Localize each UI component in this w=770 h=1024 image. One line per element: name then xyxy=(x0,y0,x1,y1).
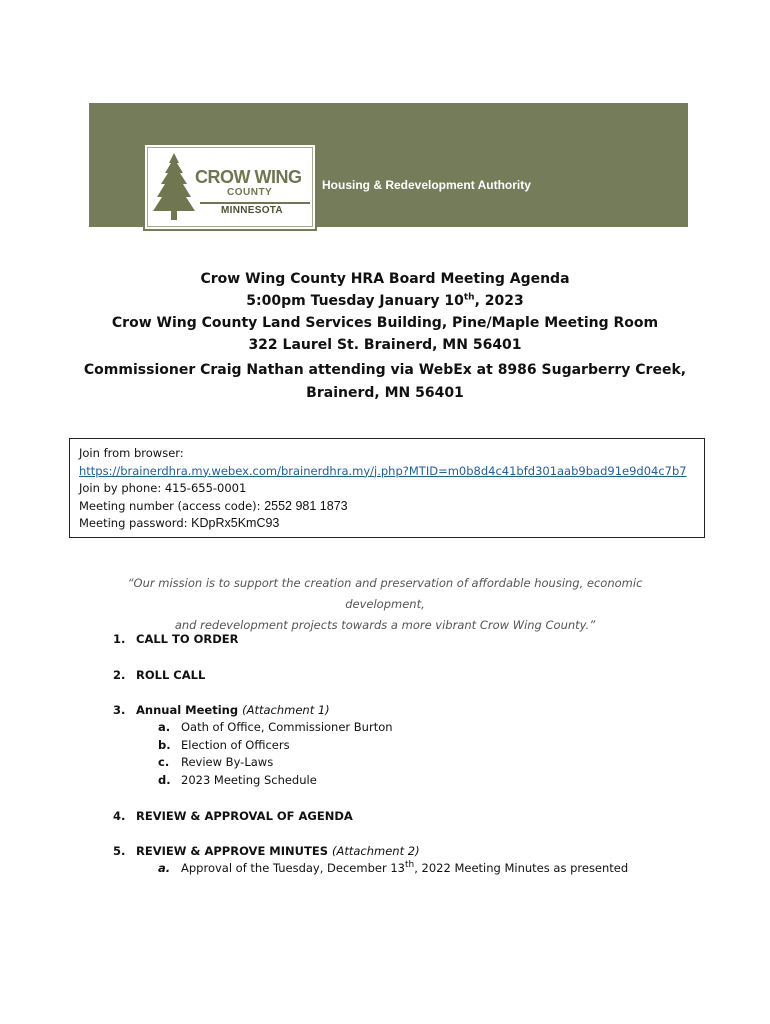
hra-tagline: Housing & Redevelopment Authority xyxy=(322,178,531,192)
pine-tree-icon xyxy=(151,151,197,223)
webex-link[interactable]: https://brainerdhra.my.webex.com/brainerdhra.my/j.php?MTID=m0b8d4c41bfd301aab9bad91e9d04c7b7 xyxy=(79,463,687,478)
access-code-line: Meeting number (access code): 2552 981 1873 xyxy=(79,498,348,513)
password-line: Meeting password: KDpRx5KmC93 xyxy=(79,516,280,530)
access-code: 2552 981 1873 xyxy=(264,498,348,513)
sub-item-oath: a. Oath of Office, Commissioner Burton xyxy=(158,720,393,734)
logo-state: MINNESOTA xyxy=(221,205,283,216)
browser-label: Join from browser: xyxy=(79,446,184,460)
meeting-password: KDpRx5KmC93 xyxy=(191,516,280,530)
agenda-item-review-minutes: 5. REVIEW & APPROVE MINUTES (Attachment 2) xyxy=(113,844,420,858)
logo-crow-wing: CROW WING xyxy=(195,167,302,187)
agenda-item-review-agenda: 4. REVIEW & APPROVAL OF AGENDA xyxy=(113,809,353,823)
agenda-item-roll-call: 2. ROLL CALL xyxy=(113,668,206,682)
county-logo xyxy=(143,143,317,231)
commissioner-remote-note: Commissioner Craig Nathan attending via WebEx at 8986 Sugarberry Creek, Brainerd, MN 56401 xyxy=(83,362,687,401)
mission-statement: “Our mission is to support the creation and preservation of affordable housing, economic development, and redevelopment projects towards a more vibrant Crow Wing County.” xyxy=(127,576,643,632)
meeting-datetime: 5:00pm Tuesday January 10th, 2023 xyxy=(246,292,524,309)
sub-item-schedule: d. 2023 Meeting Schedule xyxy=(158,773,317,787)
logo-county: COUNTY xyxy=(227,187,273,198)
agenda-item-annual-meeting: 3. Annual Meeting (Attachment 1) xyxy=(113,703,330,717)
meeting-address: 322 Laurel St. Brainerd, MN 56401 xyxy=(248,337,522,353)
sub-item-election: b. Election of Officers xyxy=(158,738,290,752)
agenda-title: Crow Wing County HRA Board Meeting Agenda xyxy=(200,271,570,287)
sub-item-bylaws: c. Review By-Laws xyxy=(158,755,274,769)
phone-line: Join by phone: 415-655-0001 xyxy=(79,481,247,495)
agenda-title-block xyxy=(60,268,710,356)
agenda-item-call-to-order: 1. CALL TO ORDER xyxy=(113,632,239,646)
logo-divider xyxy=(200,202,310,204)
sub-item-approve-minutes: a. Approval of the Tuesday, December 13th, 2022 Meeting Minutes as presented xyxy=(158,860,629,875)
webex-join-box xyxy=(69,438,705,538)
meeting-location: Crow Wing County Land Services Building, Pine/Maple Meeting Room xyxy=(111,315,659,331)
